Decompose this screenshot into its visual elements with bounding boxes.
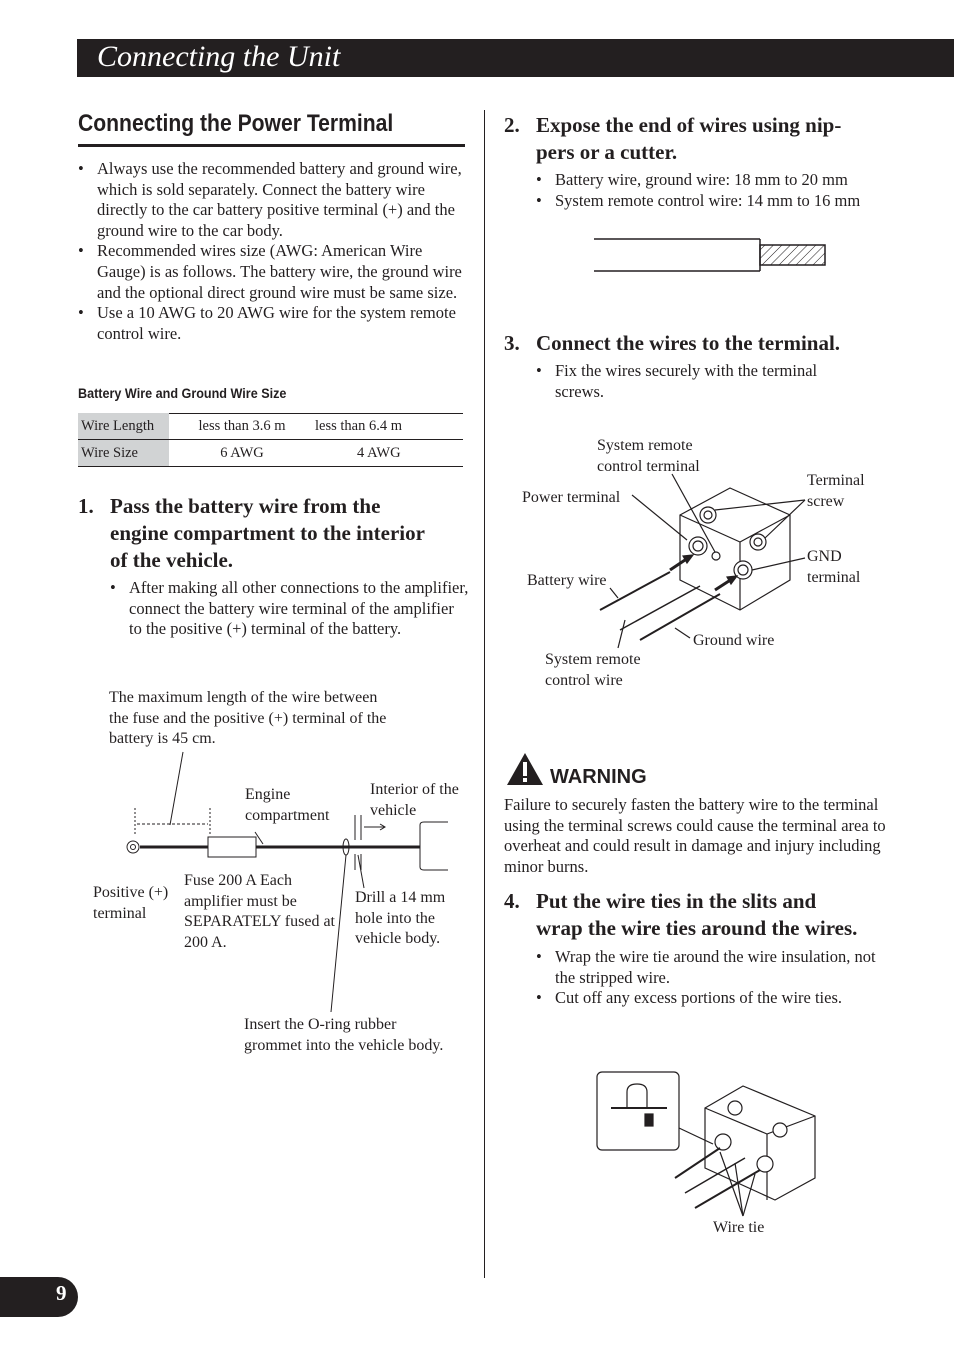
table-cell: less than 6.4 m [315, 417, 402, 434]
battery-wire-line [600, 572, 670, 610]
warning-icon [505, 751, 545, 787]
table-cell: less than 3.6 m [198, 417, 286, 434]
step-3-bullets [536, 361, 866, 402]
wire-tie-diagram [595, 1068, 825, 1218]
step-heading-line: wrap the wire ties around the wires. [536, 916, 858, 940]
positive-terminal-label: Positive (+) terminal [93, 884, 169, 922]
table-cell: 4 AWG [357, 444, 401, 461]
step-bullet: • After making all other connections to the amplifier, connect the battery wire terminal of the amplifier to the positive (+) terminal of the battery. [110, 578, 470, 640]
interior-label: Interior of the vehicle [370, 781, 459, 819]
table-title: Battery Wire and Ground Wire Size [78, 385, 287, 401]
intro-bullet: • Use a 10 AWG to 20 AWG wire for the system remote control wire. [78, 303, 468, 344]
step-heading-line: Connect the wires to the terminal. [536, 331, 841, 355]
step-2-heading [504, 112, 924, 166]
step-heading-line: of the vehicle. [110, 548, 234, 572]
step-heading-line: Pass the battery wire from the [110, 494, 381, 518]
table-row [78, 440, 463, 467]
section-title: Connecting the Power Terminal [78, 110, 394, 137]
column-divider [484, 110, 485, 1278]
step-number: 3. [504, 331, 520, 355]
wire-size-table [78, 413, 463, 467]
step-heading-line: pers or a cutter. [536, 140, 678, 164]
step-3-heading [504, 330, 924, 357]
terminal-block-diagram [560, 470, 820, 660]
section-rule [78, 144, 465, 147]
power-terminal-label: Power terminal [522, 489, 621, 506]
step-number: 2. [504, 113, 520, 137]
step-number: 1. [78, 494, 94, 518]
table-cell: 6 AWG [220, 444, 264, 461]
max-length-note: The maximum length of the wire between the fuse and the positive (+) terminal of the battery is 45 cm. [109, 689, 387, 747]
gnd-terminal-label: GND terminal [807, 548, 861, 586]
stripped-wire-illustration [590, 233, 830, 277]
system-remote-wire-label: System remote control wire [545, 651, 641, 689]
intro-bullet: • Always use the recommended battery and ground wire, which is sold separately. Connect the battery wire directly to the car battery positive terminal (+) and the ground wire to the car body. [78, 159, 468, 241]
step-heading-line: engine compartment to the interior [110, 521, 425, 545]
page-number: 9 [56, 1281, 67, 1305]
step-number: 4. [504, 889, 520, 913]
terminal-screw-label: Terminal screw [807, 472, 865, 510]
table-row [78, 413, 463, 440]
remote-terminal-hole [712, 552, 720, 560]
exposed-conductor [760, 245, 825, 265]
warning-title: WARNING [550, 766, 647, 788]
step-heading-line: Expose the end of wires using nip- [536, 113, 842, 137]
step-bullet: • Wrap the wire tie around the wire insulation, not the stripped wire. [536, 947, 896, 988]
step-heading-line: Put the wire ties in the slits and [536, 889, 817, 913]
step-2-bullets [536, 170, 936, 211]
system-remote-terminal-label: System remote control terminal [597, 437, 700, 475]
page-header-title: Connecting the Unit [97, 40, 341, 73]
wiring-route-diagram [80, 740, 480, 1020]
battery-wire-label: Battery wire [527, 572, 607, 589]
step-bullet: • Battery wire, ground wire: 18 mm to 20 mm [536, 170, 936, 191]
step-1-bullets [110, 578, 470, 640]
grommet-label: Insert the O-ring rubber grommet into the vehicle body. [244, 1016, 444, 1054]
ground-wire-label: Ground wire [693, 632, 775, 649]
fuse-label: Fuse 200 A Each amplifier must be SEPARATELY fused at 200 A. [184, 872, 335, 951]
wire-tie-label: Wire tie [713, 1219, 765, 1236]
step-bullet: • System remote control wire: 14 mm to 16 mm [536, 191, 936, 212]
intro-bullet: • Recommended wires size (AWG: American Wire Gauge) is as follows. The battery wire, the ground wire and the optional direct ground wire must be same size. [78, 241, 468, 303]
step-4-heading [504, 888, 934, 942]
step-1-heading [78, 493, 478, 574]
note-leader-line [170, 752, 183, 825]
engine-compartment-label: Engine compartment [245, 786, 330, 824]
table-row-header: Wire Size [78, 440, 169, 467]
step-bullet: • Fix the wires securely with the terminal screws. [536, 361, 866, 402]
intro-bullet-list [78, 159, 468, 344]
ground-wire-line [640, 594, 720, 640]
table-row-header: Wire Length [78, 413, 169, 440]
positive-terminal-ring [127, 841, 139, 853]
step-bullet: • Cut off any excess portions of the wire ties. [536, 988, 896, 1009]
step-4-bullets [536, 947, 896, 1009]
drill-label: Drill a 14 mm hole into the vehicle body. [355, 889, 446, 947]
fuse-box [208, 837, 256, 857]
warning-text: Failure to securely fasten the battery wire to the terminal using the terminal screws could cause the terminal area to overheat and could result in damage and injury including minor burns. [504, 795, 886, 876]
